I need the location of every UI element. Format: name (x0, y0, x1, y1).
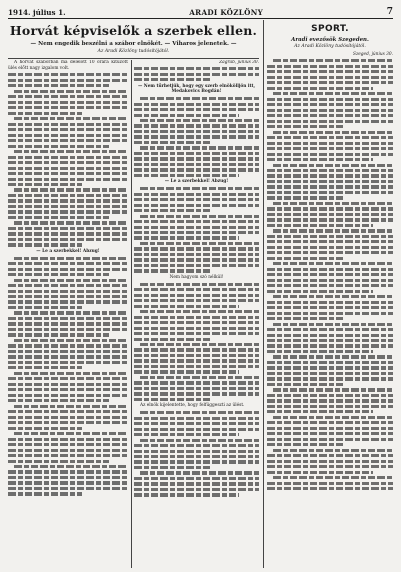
text-line (267, 394, 393, 397)
article-paragraph: Nem hagyom szó nélkül! (169, 274, 224, 280)
text-line (267, 438, 393, 441)
text-line (267, 312, 393, 315)
text-line (267, 240, 393, 243)
text-line (140, 471, 259, 474)
text-line (134, 482, 259, 485)
text-line (267, 268, 393, 271)
text-line (267, 158, 373, 161)
text-line (267, 191, 393, 194)
text-line (273, 92, 393, 95)
text-line (8, 416, 128, 419)
text-line (8, 232, 128, 235)
text-line (8, 273, 109, 276)
text-line (8, 410, 128, 413)
text-line (8, 350, 128, 353)
text-line (134, 258, 259, 261)
text-line (267, 169, 393, 172)
text-line (8, 268, 128, 271)
text-line (8, 243, 82, 246)
text-line (267, 284, 393, 287)
text-line (8, 84, 109, 87)
column-1 (8, 60, 128, 568)
text-line (267, 454, 393, 457)
text-line (134, 231, 259, 234)
quoted-exclamation: — Le a szerbekkel! Abzug! (164, 179, 229, 185)
text-line (267, 487, 393, 490)
text-line (267, 87, 373, 90)
text-line (140, 187, 259, 190)
text-line (267, 142, 393, 145)
text-line (14, 405, 128, 408)
article-paragraph: Az elnök kijelentette, hogy felfüggeszti az ülést. (140, 403, 245, 409)
text-line (134, 392, 259, 395)
text-line (273, 229, 393, 232)
text-line (14, 465, 128, 468)
text-line (267, 405, 393, 408)
text-line (267, 460, 393, 463)
text-line (273, 476, 393, 479)
text-line (8, 106, 128, 109)
text-line (267, 103, 393, 106)
text-line (134, 354, 259, 357)
text-line (8, 172, 128, 175)
text-line (140, 146, 259, 149)
text-line (267, 471, 373, 474)
text-line (8, 355, 128, 358)
text-line (273, 355, 393, 358)
text-line (8, 454, 128, 457)
text-line (8, 156, 128, 159)
text-line (267, 361, 393, 364)
text-line (134, 103, 259, 106)
text-line (134, 204, 259, 207)
text-line (8, 322, 128, 325)
text-line (8, 487, 128, 490)
main-subheading: — Nem engedik beszélni a szábor elnökét. — Viharos jelenetek. — (30, 41, 237, 47)
text-line (8, 306, 82, 309)
text-line (273, 131, 393, 134)
text-line (267, 224, 373, 227)
text-line (267, 213, 393, 216)
main-headline: Horvát képviselők a szerbek ellen. (9, 23, 258, 38)
text-line (134, 73, 259, 76)
sport-section-title: SPORT. (311, 24, 349, 34)
text-line (134, 220, 259, 223)
text-line (134, 359, 259, 362)
text-line (267, 246, 393, 249)
text-line (134, 338, 212, 341)
text-line (267, 147, 393, 150)
text-line (134, 433, 239, 436)
text-line (267, 410, 373, 413)
text-line (8, 205, 128, 208)
text-line (267, 432, 393, 435)
text-line (8, 95, 128, 98)
text-line (267, 306, 393, 309)
text-line (8, 366, 82, 369)
text-line (140, 215, 259, 218)
text-line (134, 236, 239, 239)
text-line (273, 164, 393, 167)
text-line (14, 432, 128, 435)
text-line (140, 97, 259, 100)
text-line (134, 124, 259, 127)
text-line (140, 310, 259, 313)
text-line (8, 238, 128, 241)
text-line (134, 428, 259, 431)
text-line (134, 114, 239, 117)
column-divider (131, 60, 132, 568)
text-line (8, 145, 109, 148)
text-line (14, 339, 128, 342)
text-line (267, 251, 393, 254)
text-line (8, 481, 128, 484)
text-line (8, 123, 128, 126)
text-line (14, 279, 128, 282)
sport-article-title: Aradi evezősök Szegeden. (291, 37, 369, 43)
text-line (267, 153, 393, 156)
text-line (8, 210, 128, 213)
text-line (267, 125, 345, 128)
text-line (267, 174, 393, 177)
text-line (134, 321, 259, 324)
text-line (267, 339, 393, 342)
text-line (134, 417, 259, 420)
text-line (267, 383, 345, 386)
text-line (134, 253, 259, 256)
text-line (267, 81, 393, 84)
text-line (8, 183, 82, 186)
text-line (134, 460, 259, 463)
text-line (8, 161, 128, 164)
text-line (134, 305, 239, 308)
text-line (267, 273, 393, 276)
text-line (267, 301, 393, 304)
text-line (267, 366, 393, 369)
paper-name: ARADI KÖZLÖNY (189, 7, 263, 17)
text-line (267, 120, 393, 123)
text-line (134, 444, 259, 447)
issue-date: 1914. július 1. (8, 7, 66, 17)
text-line (267, 328, 393, 331)
text-line (273, 323, 393, 326)
text-line (134, 226, 259, 229)
text-line (14, 311, 128, 314)
text-line (8, 227, 128, 230)
text-line (8, 460, 109, 463)
text-line (267, 350, 373, 353)
text-line (273, 262, 393, 265)
text-line (267, 482, 393, 485)
lead-separator (8, 58, 259, 59)
text-line (134, 288, 259, 291)
text-line (8, 377, 128, 380)
text-line (267, 377, 393, 380)
text-line (134, 198, 259, 201)
text-line (134, 157, 259, 160)
text-line (134, 316, 259, 319)
text-line (134, 193, 259, 196)
text-line (8, 134, 128, 137)
text-line (134, 247, 259, 250)
text-line (267, 279, 393, 282)
text-line (8, 470, 128, 473)
text-line (134, 332, 259, 335)
text-line (8, 112, 82, 115)
text-line (8, 476, 128, 479)
text-line (134, 209, 212, 212)
text-line (134, 381, 259, 384)
text-line (134, 455, 259, 458)
main-byline: Az Aradi Közlöny tudósítójától. (97, 49, 170, 54)
text-line (267, 218, 393, 221)
text-line (140, 439, 259, 442)
text-line (134, 493, 239, 496)
text-line (267, 421, 393, 424)
text-line (134, 168, 259, 171)
text-line (267, 65, 393, 68)
text-line (140, 411, 259, 414)
text-line (14, 372, 128, 375)
text-line (8, 262, 128, 265)
text-line (8, 284, 128, 287)
text-line (134, 422, 259, 425)
main-dateline: Zágráb, június 30. (219, 60, 259, 65)
text-line (8, 333, 109, 336)
text-line (134, 348, 259, 351)
quoted-exclamation: — Le a szerbekkel! Abzug! (36, 248, 100, 254)
text-line (8, 167, 128, 170)
text-line (267, 70, 393, 73)
text-line (8, 421, 128, 424)
text-line (267, 427, 393, 430)
text-line (134, 370, 239, 373)
text-line (134, 264, 259, 267)
text-line (140, 119, 259, 122)
column-3-sport (267, 20, 393, 568)
text-line (134, 398, 212, 401)
text-line (14, 90, 128, 93)
text-line (134, 365, 259, 368)
text-line (140, 242, 259, 245)
text-line (267, 76, 393, 79)
text-line (8, 101, 128, 104)
text-line (134, 108, 259, 111)
text-line (14, 188, 128, 191)
text-line (134, 141, 212, 144)
text-line (134, 269, 212, 272)
text-line (267, 109, 393, 112)
text-line (267, 185, 393, 188)
text-line (134, 327, 259, 330)
text-line (267, 443, 345, 446)
text-line (134, 163, 259, 166)
text-line (14, 257, 128, 260)
text-line (8, 383, 128, 386)
text-line (267, 290, 373, 293)
text-line (267, 235, 393, 238)
text-line (8, 388, 128, 391)
text-line (8, 449, 128, 452)
text-line (134, 130, 259, 133)
text-line (267, 257, 345, 260)
text-line (14, 150, 128, 153)
text-line (140, 283, 259, 286)
text-line (8, 128, 128, 131)
text-line (134, 174, 239, 177)
text-line (267, 334, 393, 337)
text-line (267, 136, 393, 139)
text-line (140, 343, 259, 346)
text-line (134, 477, 259, 480)
text-line (267, 196, 345, 199)
text-line (8, 317, 128, 320)
text-line (267, 372, 393, 375)
text-line (134, 78, 212, 81)
text-line (273, 59, 393, 62)
text-line (8, 216, 109, 219)
text-line (8, 178, 128, 181)
page-number: 7 (386, 7, 393, 17)
text-line (8, 438, 128, 441)
text-line (8, 443, 128, 446)
text-line (14, 221, 128, 224)
text-line (8, 73, 128, 76)
text-line (8, 492, 82, 495)
text-line (8, 399, 109, 402)
text-line (8, 199, 128, 202)
text-line (267, 465, 393, 468)
text-line (8, 394, 128, 397)
text-line (134, 387, 259, 390)
text-line (134, 294, 259, 297)
text-line (134, 135, 259, 138)
text-line (8, 300, 128, 303)
text-line (267, 344, 393, 347)
text-line (273, 295, 393, 298)
quoted-exclamation: — Nem tűrhetjük, hogy egy szerb elnökölljön itt, Medakovics Bogdán! (137, 83, 256, 95)
text-line (134, 450, 259, 453)
page-header (8, 6, 393, 18)
text-line (8, 427, 82, 430)
text-line (8, 361, 128, 364)
column-divider (263, 20, 264, 568)
header-rule (8, 18, 393, 19)
lead-block (8, 20, 259, 57)
sport-byline: Az Aradi Közlöny tudósítójától. (294, 44, 366, 49)
text-line (267, 180, 393, 183)
text-line (134, 299, 259, 302)
text-line (8, 139, 128, 142)
text-line (134, 488, 259, 491)
column-2 (134, 60, 259, 568)
text-line (8, 344, 128, 347)
text-line (140, 376, 259, 379)
text-line (14, 117, 128, 120)
text-line (267, 317, 345, 320)
text-line (267, 207, 393, 210)
text-line (8, 328, 128, 331)
text-line (273, 202, 393, 205)
text-line (134, 67, 259, 70)
text-line (273, 388, 393, 391)
text-line (267, 114, 393, 117)
text-line (8, 79, 128, 82)
text-line (267, 98, 393, 101)
text-line (8, 194, 128, 197)
text-line (134, 152, 259, 155)
text-line (134, 466, 212, 469)
text-line (273, 416, 393, 419)
text-line (273, 449, 393, 452)
text-line (267, 399, 393, 402)
text-line (8, 290, 128, 293)
article-paragraph: A horvát száborban ma délelőtt 10 órára kitűzött ülés előtt nagy izgalom volt. (8, 60, 128, 71)
sport-dateline: Szeged, június 30. (353, 52, 393, 57)
text-line (8, 295, 128, 298)
